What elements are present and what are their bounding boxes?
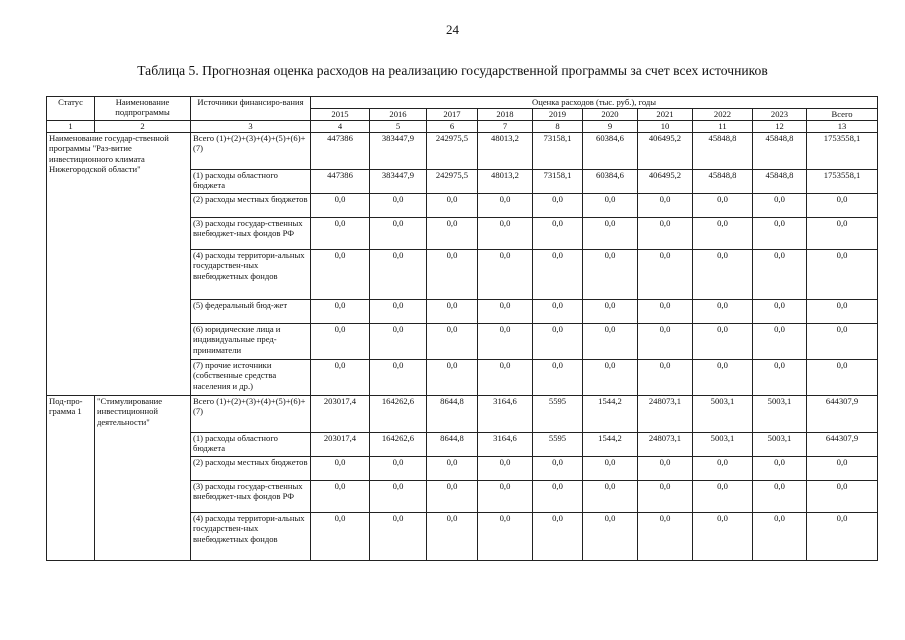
expense-value: 447386 xyxy=(311,170,370,194)
page-number: 24 xyxy=(446,22,459,37)
header-year: 2021 xyxy=(638,109,693,121)
expense-value: 1544,2 xyxy=(583,396,638,433)
funding-source: (3) расходы государ-ственных внебюджет-ных фондов РФ xyxy=(191,481,311,513)
expense-value: 0,0 xyxy=(807,481,878,513)
expense-value: 0,0 xyxy=(311,218,370,250)
expense-value: 0,0 xyxy=(478,194,533,218)
expense-value: 0,0 xyxy=(370,300,427,324)
expense-value: 0,0 xyxy=(693,481,753,513)
expense-value: 644307,9 xyxy=(807,433,878,457)
expense-value: 447386 xyxy=(311,133,370,170)
column-number: 3 xyxy=(191,121,311,133)
expense-value: 0,0 xyxy=(478,250,533,300)
expense-value: 0,0 xyxy=(693,300,753,324)
expense-value: 8644,8 xyxy=(427,433,478,457)
expense-value: 0,0 xyxy=(638,300,693,324)
expense-value: 48013,2 xyxy=(478,133,533,170)
expense-value: 0,0 xyxy=(583,194,638,218)
expense-value: 0,0 xyxy=(370,481,427,513)
expense-value: 0,0 xyxy=(427,360,478,396)
funding-source: (6) юридические лица и индивидуальные пред-приниматели xyxy=(191,324,311,360)
expense-value: 0,0 xyxy=(427,300,478,324)
expense-value: 0,0 xyxy=(533,250,583,300)
expense-value: 406495,2 xyxy=(638,170,693,194)
expense-value: 0,0 xyxy=(311,513,370,561)
expense-value: 0,0 xyxy=(693,457,753,481)
expense-value: 0,0 xyxy=(533,513,583,561)
expense-value: 0,0 xyxy=(311,481,370,513)
expense-value: 0,0 xyxy=(427,324,478,360)
expense-value: 0,0 xyxy=(583,218,638,250)
expense-value: 0,0 xyxy=(478,300,533,324)
expense-value: 0,0 xyxy=(638,218,693,250)
expense-value: 0,0 xyxy=(807,513,878,561)
expense-value: 0,0 xyxy=(583,513,638,561)
expense-value: 0,0 xyxy=(311,457,370,481)
expense-value: 248073,1 xyxy=(638,433,693,457)
funding-source: (4) расходы территори-альных государствен-ных внебюджетных фондов xyxy=(191,250,311,300)
funding-source: (1) расходы областного бюджета xyxy=(191,170,311,194)
header-status: Статус xyxy=(47,97,95,121)
expense-value: 45848,8 xyxy=(693,170,753,194)
column-number: 10 xyxy=(638,121,693,133)
funding-source: (4) расходы территори-альных государствен-ных внебюджетных фондов xyxy=(191,513,311,561)
expense-value: 0,0 xyxy=(427,457,478,481)
funding-source: Всего (1)+(2)+(3)+(4)+(5)+(6)+(7) xyxy=(191,396,311,433)
funding-source: (2) расходы местных бюджетов xyxy=(191,457,311,481)
expense-value: 0,0 xyxy=(311,194,370,218)
expense-value: 0,0 xyxy=(533,194,583,218)
expense-value: 0,0 xyxy=(638,194,693,218)
expense-value: 0,0 xyxy=(311,250,370,300)
expense-value: 1544,2 xyxy=(583,433,638,457)
expense-value: 73158,1 xyxy=(533,170,583,194)
column-number: 11 xyxy=(693,121,753,133)
column-number: 2 xyxy=(95,121,191,133)
expenses-table xyxy=(46,96,878,561)
expense-value: 0,0 xyxy=(753,513,807,561)
expense-value: 164262,6 xyxy=(370,433,427,457)
expense-value: 0,0 xyxy=(583,324,638,360)
expense-value: 60384,6 xyxy=(583,133,638,170)
expense-value: 383447,9 xyxy=(370,170,427,194)
expense-value: 0,0 xyxy=(753,194,807,218)
expense-value: 0,0 xyxy=(533,481,583,513)
expense-value: 5003,1 xyxy=(693,396,753,433)
column-number: 8 xyxy=(533,121,583,133)
expense-value: 45848,8 xyxy=(753,133,807,170)
expense-value: 0,0 xyxy=(807,324,878,360)
column-number: 12 xyxy=(753,121,807,133)
expense-value: 3164,6 xyxy=(478,433,533,457)
table-row xyxy=(47,396,878,433)
expense-value: 0,0 xyxy=(807,300,878,324)
expense-value: 0,0 xyxy=(693,194,753,218)
table-title: Таблица 5. Прогнозная оценка расходов на реализацию государственной программы за счет всех источников xyxy=(137,63,768,78)
expense-value: 0,0 xyxy=(311,324,370,360)
expense-value: 5003,1 xyxy=(753,433,807,457)
expense-value: 0,0 xyxy=(753,324,807,360)
header-year: Всего xyxy=(807,109,878,121)
expense-value: 0,0 xyxy=(427,218,478,250)
expense-value: 248073,1 xyxy=(638,396,693,433)
expense-value: 0,0 xyxy=(807,218,878,250)
expense-value: 0,0 xyxy=(370,513,427,561)
funding-source: (7) прочие источники (собственные средства населения и др.) xyxy=(191,360,311,396)
subprogram-status: Под-про-грамма 1 xyxy=(47,396,95,561)
expense-value: 1753558,1 xyxy=(807,170,878,194)
expense-value: 0,0 xyxy=(533,300,583,324)
expense-value: 0,0 xyxy=(583,457,638,481)
header-year: 2019 xyxy=(533,109,583,121)
expense-value: 3164,6 xyxy=(478,396,533,433)
funding-source: (2) расходы местных бюджетов xyxy=(191,194,311,218)
expense-value: 0,0 xyxy=(638,360,693,396)
expense-value: 0,0 xyxy=(370,324,427,360)
expense-value: 0,0 xyxy=(753,457,807,481)
expense-value: 0,0 xyxy=(478,457,533,481)
expense-value: 0,0 xyxy=(583,250,638,300)
expense-value: 0,0 xyxy=(693,324,753,360)
expense-value: 1753558,1 xyxy=(807,133,878,170)
expense-value: 5003,1 xyxy=(693,433,753,457)
expense-value: 0,0 xyxy=(807,250,878,300)
expense-value: 0,0 xyxy=(478,481,533,513)
header-sources: Источники финансиро-вания xyxy=(191,97,311,121)
expense-value: 0,0 xyxy=(638,457,693,481)
expense-value: 0,0 xyxy=(638,324,693,360)
expense-value: 0,0 xyxy=(370,218,427,250)
expense-value: 0,0 xyxy=(370,457,427,481)
expense-value: 0,0 xyxy=(638,513,693,561)
expense-value: 242975,5 xyxy=(427,170,478,194)
expense-value: 0,0 xyxy=(807,360,878,396)
expense-value: 0,0 xyxy=(583,300,638,324)
expense-value: 8644,8 xyxy=(427,396,478,433)
expense-value: 0,0 xyxy=(533,360,583,396)
expense-value: 0,0 xyxy=(427,481,478,513)
expense-value: 0,0 xyxy=(370,194,427,218)
header-year: 2015 xyxy=(311,109,370,121)
expense-value: 73158,1 xyxy=(533,133,583,170)
funding-source: (5) федеральный бюд-жет xyxy=(191,300,311,324)
funding-source: Всего (1)+(2)+(3)+(4)+(5)+(6)+(7) xyxy=(191,133,311,170)
expense-value: 45848,8 xyxy=(753,170,807,194)
expense-value: 0,0 xyxy=(807,194,878,218)
header-year: 2017 xyxy=(427,109,478,121)
expense-value: 0,0 xyxy=(370,250,427,300)
column-number: 7 xyxy=(478,121,533,133)
expense-value: 0,0 xyxy=(427,513,478,561)
expense-value: 45848,8 xyxy=(693,133,753,170)
header-estimate: Оценка расходов (тыс. руб.), годы xyxy=(311,97,878,109)
expense-value: 0,0 xyxy=(583,481,638,513)
funding-source: (3) расходы государ-ственных внебюджет-ных фондов РФ xyxy=(191,218,311,250)
column-number: 9 xyxy=(583,121,638,133)
expense-value: 203017,4 xyxy=(311,396,370,433)
expense-value: 0,0 xyxy=(693,360,753,396)
expense-value: 0,0 xyxy=(478,324,533,360)
header-year: 2023 xyxy=(753,109,807,121)
expense-value: 0,0 xyxy=(533,324,583,360)
expense-value: 5595 xyxy=(533,396,583,433)
expense-value: 0,0 xyxy=(478,360,533,396)
funding-source: (1) расходы областного бюджета xyxy=(191,433,311,457)
header-year: 2016 xyxy=(370,109,427,121)
expense-value: 0,0 xyxy=(478,513,533,561)
expense-value: 0,0 xyxy=(753,218,807,250)
expense-value: 48013,2 xyxy=(478,170,533,194)
expense-value: 0,0 xyxy=(638,250,693,300)
expense-value: 0,0 xyxy=(753,250,807,300)
expense-value: 60384,6 xyxy=(583,170,638,194)
expense-value: 5003,1 xyxy=(753,396,807,433)
expense-value: 0,0 xyxy=(478,218,533,250)
header-name: Наименование подпрограммы xyxy=(95,97,191,121)
expense-value: 0,0 xyxy=(693,250,753,300)
program-name: Наименование государ-ственной программы "Раз-витие инвестиционного климата Нижегородской области" xyxy=(47,133,191,396)
expense-value: 0,0 xyxy=(533,218,583,250)
expense-value: 0,0 xyxy=(427,194,478,218)
table-row xyxy=(47,133,878,170)
expense-value: 0,0 xyxy=(693,513,753,561)
expense-value: 0,0 xyxy=(753,481,807,513)
column-number: 4 xyxy=(311,121,370,133)
column-number: 1 xyxy=(47,121,95,133)
expense-value: 0,0 xyxy=(638,481,693,513)
expense-value: 164262,6 xyxy=(370,396,427,433)
expense-value: 242975,5 xyxy=(427,133,478,170)
expense-value: 0,0 xyxy=(427,250,478,300)
expense-value: 0,0 xyxy=(807,457,878,481)
expense-value: 5595 xyxy=(533,433,583,457)
expense-value: 0,0 xyxy=(311,300,370,324)
expense-value: 0,0 xyxy=(370,360,427,396)
expense-value: 644307,9 xyxy=(807,396,878,433)
expense-value: 0,0 xyxy=(753,300,807,324)
header-year: 2020 xyxy=(583,109,638,121)
column-number: 6 xyxy=(427,121,478,133)
expense-value: 406495,2 xyxy=(638,133,693,170)
expense-value: 203017,4 xyxy=(311,433,370,457)
header-year: 2018 xyxy=(478,109,533,121)
expense-value: 0,0 xyxy=(693,218,753,250)
header-year: 2022 xyxy=(693,109,753,121)
subprogram-name: "Стимулирование инвестиционной деятельности" xyxy=(95,396,191,561)
expense-value: 0,0 xyxy=(753,360,807,396)
expense-value: 0,0 xyxy=(533,457,583,481)
expense-value: 0,0 xyxy=(311,360,370,396)
expense-value: 0,0 xyxy=(583,360,638,396)
expense-value: 383447,9 xyxy=(370,133,427,170)
column-number: 5 xyxy=(370,121,427,133)
column-number: 13 xyxy=(807,121,878,133)
